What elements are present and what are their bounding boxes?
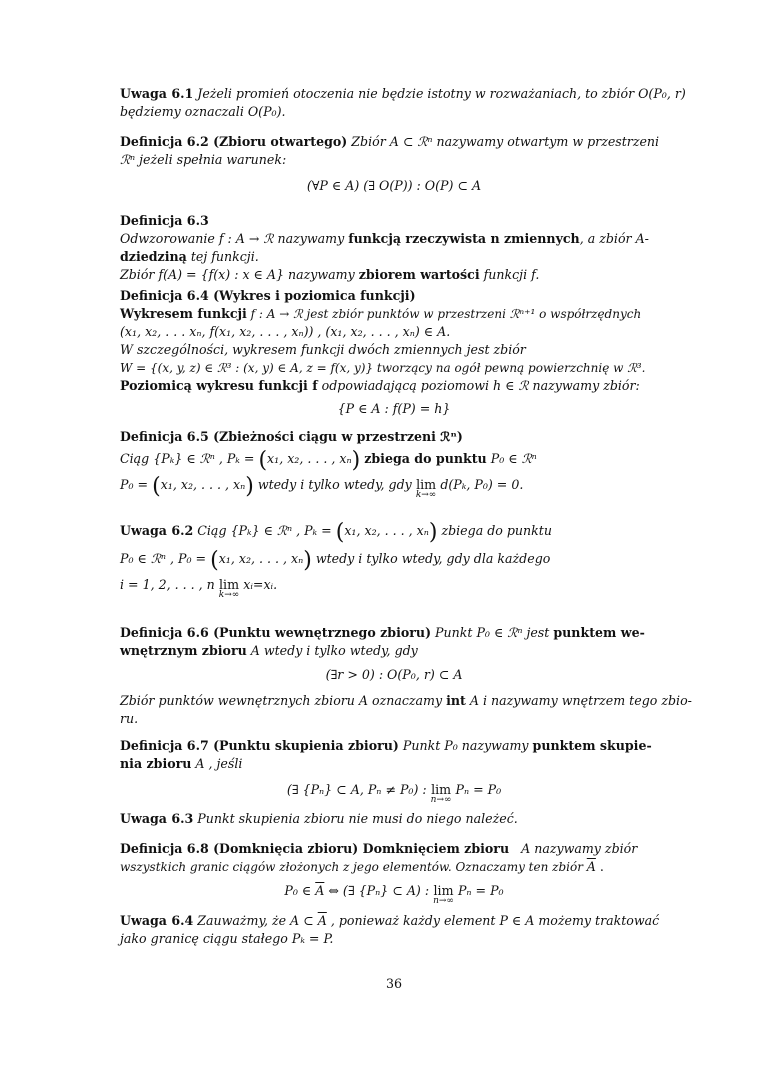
definition-text: A nazywamy zbiór <box>517 841 638 856</box>
definition-term: zbiorem wartości <box>358 267 480 282</box>
definition-label: Definicja 6.2 (Zbioru otwartego) <box>120 134 348 149</box>
remark-6-1 <box>120 85 686 121</box>
remark-text: Punkt skupienia zbioru nie musi do niego należeć. <box>197 811 518 826</box>
definition-text: . <box>595 859 604 874</box>
definition-6-3 <box>120 212 668 284</box>
remark-6-2 <box>120 522 668 601</box>
remark-text: , ponieważ każdy element P ∈ A możemy traktować <box>326 913 660 928</box>
remark-text: i = 1, 2, . . . , n <box>120 577 219 592</box>
paren-close: ) <box>351 448 361 473</box>
definition-term: punktem we- <box>553 625 645 640</box>
definition-term: Wykresem funkcji <box>120 306 247 321</box>
remark-text: Ciąg {Pₖ} ∈ ℛⁿ , Pₖ = <box>197 523 336 538</box>
definition-text: A i nazywamy wnętrzem tego zbio- <box>465 693 692 708</box>
paren-close: ) <box>303 548 312 573</box>
definition-text: ℛⁿ jeżeli spełnia warunek: <box>120 152 287 167</box>
definition-term: wnętrznym zbioru <box>120 643 247 658</box>
definition-text: A , jeśli <box>191 756 243 771</box>
definition-text: Odwzorowanie f : A → ℛ nazywamy <box>120 231 349 246</box>
tuple-k: x₁, x₂, . . . , xₙ <box>267 451 352 466</box>
definition-term: punktem skupie- <box>532 738 652 753</box>
remark-text: xᵢ=xᵢ. <box>239 577 278 592</box>
definition-term: Domknięciem zbioru <box>358 841 510 856</box>
definition-6-5 <box>120 428 668 501</box>
remark-label: Uwaga 6.4 <box>120 913 194 928</box>
tuple-0: x₁, x₂, . . . , xₙ <box>218 551 304 566</box>
definition-term: dziedziną <box>120 249 187 264</box>
definition-text: funkcji f. <box>479 267 540 282</box>
paren-open: ( <box>335 520 345 545</box>
formula: Pₙ = P₀ <box>453 883 504 898</box>
definition-text: Punkt P₀ ∈ ℛⁿ jest <box>431 625 554 640</box>
definition-6-8 <box>120 840 668 907</box>
remark-text: wtedy i tylko wtedy, gdy dla każdego <box>311 551 551 566</box>
lim-subscript: n→∞ <box>430 795 452 805</box>
definition-label: Definicja 6.6 (Punktu wewnętrznego zbioru) <box>120 625 432 640</box>
formula: {P ∈ A : f(P) = h} <box>337 401 451 416</box>
definition-text: odpowiadającą poziomowi h ∈ ℛ nazywamy zbiór: <box>317 378 640 393</box>
definition-text: W szczególności, wykresem funkcji dwóch zmiennych jest zbiór <box>120 342 526 357</box>
remark-text: Jeżeli promień otoczenia nie będzie istotny w rozważaniach, to zbiór O(P₀, r) <box>197 86 686 101</box>
definition-text: tej funkcji. <box>186 249 259 264</box>
definition-6-6 <box>120 624 692 728</box>
definition-text: P₀ = <box>120 477 153 492</box>
closure-symbol: $\overline{A}$ <box>315 883 325 898</box>
definition-text: d(Pₖ, P₀) = 0. <box>436 477 524 492</box>
definition-6-4 <box>120 287 668 418</box>
definition-term: zbiega do punktu <box>364 451 487 466</box>
definition-text: f : A → ℛ jest zbiór punktów w przestrzeni ℛⁿ⁺¹ o współrzędnych <box>246 307 642 321</box>
lim-subscript: n→∞ <box>433 896 454 906</box>
definition-text: Zbiór punktów wewnętrznych zbioru A oznaczamy <box>120 693 447 708</box>
definition-text: wtedy i tylko wtedy, gdy <box>253 477 416 492</box>
lim-subscript: k→∞ <box>415 490 437 500</box>
lim-operator: lim <box>416 477 437 492</box>
remark-label: Uwaga 6.2 <box>120 523 194 538</box>
definition-text: Zbiór A ⊂ ℛⁿ nazywamy otwartym w przestrzeni <box>351 134 660 149</box>
formula: P₀ ∈ <box>284 883 316 898</box>
formula: (∃r > 0) : O(P₀, r) ⊂ A <box>325 667 463 682</box>
formula: (∃ {Pₙ} ⊂ A, Pₙ ≠ P₀) : <box>286 782 431 797</box>
remark-6-4 <box>120 912 668 948</box>
formula: Pₙ = P₀ <box>451 782 502 797</box>
definition-term: funkcją rzeczywista n zmiennych <box>348 231 580 246</box>
tuple-k: x₁, x₂, . . . , xₙ <box>344 523 429 538</box>
definition-text: Ciąg {Pₖ} ∈ ℛⁿ , Pₖ = <box>120 451 259 466</box>
definition-label: Definicja 6.7 (Punktu skupienia zbioru) <box>120 738 399 753</box>
lim-operator: lim <box>431 782 452 797</box>
definition-6-7 <box>120 737 668 806</box>
paren-open: ( <box>210 548 219 573</box>
definition-label: Definicja 6.5 (Zbieżności ciągu w przestrzeni ℛⁿ) <box>120 429 463 444</box>
remark-text: Zauważmy, że A ⊂ <box>197 913 318 928</box>
definition-term: int <box>446 693 466 708</box>
definition-text: wszystkich granic ciągów złożonych z jego elementów. Oznaczamy ten zbiór <box>120 860 587 874</box>
definition-label: Definicja 6.8 (Domknięcia zbioru) <box>120 841 359 856</box>
definition-text: (x₁, x₂, . . . xₙ, f(x₁, x₂, . . . , xₙ)) , (x₁, x₂, . . . , xₙ) ∈ A. <box>120 324 451 339</box>
definition-term: Poziomicą wykresu funkcji f <box>120 378 318 393</box>
lim-subscript: k→∞ <box>218 590 240 600</box>
remark-label: Uwaga 6.3 <box>120 811 194 826</box>
definition-term: nia zbioru <box>120 756 192 771</box>
definition-text: P₀ ∈ ℛⁿ <box>486 451 537 466</box>
remark-6-3 <box>120 810 668 828</box>
closure-symbol: $\overline{A}$ <box>317 913 327 928</box>
definition-text: ru. <box>120 711 139 726</box>
paren-open: ( <box>152 474 161 499</box>
lim-operator: lim <box>433 883 454 898</box>
remark-text: będziemy oznaczali O(P₀). <box>120 104 286 119</box>
page-number: 36 <box>385 976 403 991</box>
definition-text: Punkt P₀ nazywamy <box>398 738 533 753</box>
definition-label: Definicja 6.3 <box>120 213 209 228</box>
remark-text: jako granicę ciągu stałego Pₖ = P. <box>120 931 334 946</box>
definition-6-2 <box>120 133 668 195</box>
formula: (∀P ∈ A) (∃ O(P)) : O(P) ⊂ A <box>306 178 482 193</box>
tuple-0: x₁, x₂, . . . , xₙ <box>160 477 246 492</box>
paren-open: ( <box>258 448 268 473</box>
lim-operator: lim <box>219 577 240 592</box>
remark-text: zbiega do punktu <box>437 523 552 538</box>
definition-text: Zbiór f(A) = {f(x) : x ∈ A} nazywamy <box>120 267 359 282</box>
definition-text: , a zbiór A- <box>579 231 649 246</box>
remark-label: Uwaga 6.1 <box>120 86 194 101</box>
remark-text: P₀ ∈ ℛⁿ , P₀ = <box>120 551 211 566</box>
closure-symbol: $\overline{A}$ <box>586 859 596 874</box>
formula: ⇔ (∃ {Pₙ} ⊂ A) : <box>324 883 434 898</box>
definition-label: Definicja 6.4 (Wykres i poziomica funkcji) <box>120 288 416 303</box>
definition-text: A wtedy i tylko wtedy, gdy <box>246 643 418 658</box>
paren-close: ) <box>245 474 254 499</box>
definition-text: W = {(x, y, z) ∈ ℛ³ : (x, y) ∈ A, z = f(x, y)} tworzący na ogół pewną powierzchnię w ℛ³. <box>120 361 646 375</box>
paren-close: ) <box>428 520 438 545</box>
